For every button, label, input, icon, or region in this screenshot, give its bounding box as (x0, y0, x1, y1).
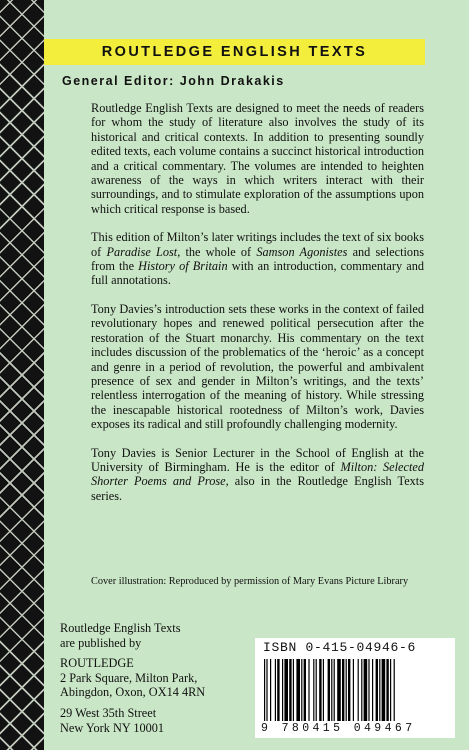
publisher-name: ROUTLEDGE (60, 656, 134, 671)
publisher-line: are published by (60, 635, 142, 650)
barcode-bars (263, 659, 447, 721)
general-editor: General Editor: John Drakakis (62, 74, 285, 88)
publisher-line: Routledge English Texts (60, 621, 181, 635)
ean-digits: 9 780415 049467 (261, 722, 416, 735)
series-title: ROUTLEDGE ENGLISH TEXTS (101, 44, 368, 60)
blurb-paragraph-author (91, 446, 424, 504)
blurb (91, 101, 424, 517)
publisher-address: 2 Park Square, Milton Park, (60, 670, 198, 685)
text-span: This edition of Milton’s later writings includes the text of six books of (91, 230, 424, 259)
isbn-label: ISBN 0-415-04946-6 (263, 640, 417, 655)
barcode-block (255, 638, 455, 738)
text-span: , the whole of (177, 244, 257, 259)
text-span: and selections from the (91, 244, 424, 274)
blurb-paragraph-edition (91, 230, 424, 288)
decorative-lattice-strip (0, 0, 44, 750)
text-span: also in the Routledge English Texts series. (91, 474, 424, 503)
blurb-paragraph-introduction: Tony Davies’s introduction sets these works in the context of failed revolutionary hopes and renewed political persecution after the restoration of the Stuart monarchy. His commentary on the text includes discussion of the problematics of the ‘heroic’ as a concept and genre in a period of revolution, the powerful and ambivalent presence of sex and gender in Milton’s writings, and the texts’ relentless interrogation of the meaning of history. While stressing the inescapable historical rootedness of Milton’s work, Davies exposes its radical and still profoundly challenging modernity. (91, 301, 424, 432)
title-history-of-britain: History of Britain (138, 259, 228, 274)
text-span: with an introduction, commentary and full annotations. (91, 259, 424, 288)
series-banner (44, 39, 425, 65)
publisher-address: 29 West 35th Street (60, 705, 157, 720)
text-span: Tony Davies is Senior Lecturer in the School of English at the University of Birmingham. He is the editor of (91, 445, 424, 474)
title-samson-agonistes: Samson Agonistes (256, 244, 348, 259)
title-paradise-lost: Paradise Lost (106, 244, 178, 259)
publisher-info (60, 621, 260, 735)
cover-credit: Cover illustration: Reproduced by permission of Mary Evans Picture Library (91, 576, 409, 587)
title-milton-selected: Milton: Selected Shorter Poems and Prose, (91, 459, 424, 489)
publisher-address: Abingdon, Oxon, OX14 4RN (60, 685, 206, 700)
publisher-address: New York NY 10001 (60, 720, 165, 735)
blurb-paragraph-series: Routledge English Texts are designed to meet the needs of readers for whom the study of literature also involves the study of its historical and critical contexts. In addition to presenting soundly edited texts, each volume contains a succinct historical introduction and a critical commentary. The volumes are intended to heighten awareness of the ways in which writers interact with their surroundings, and to stimulate exploration of the assumptions upon which critical response is based. (91, 101, 424, 216)
